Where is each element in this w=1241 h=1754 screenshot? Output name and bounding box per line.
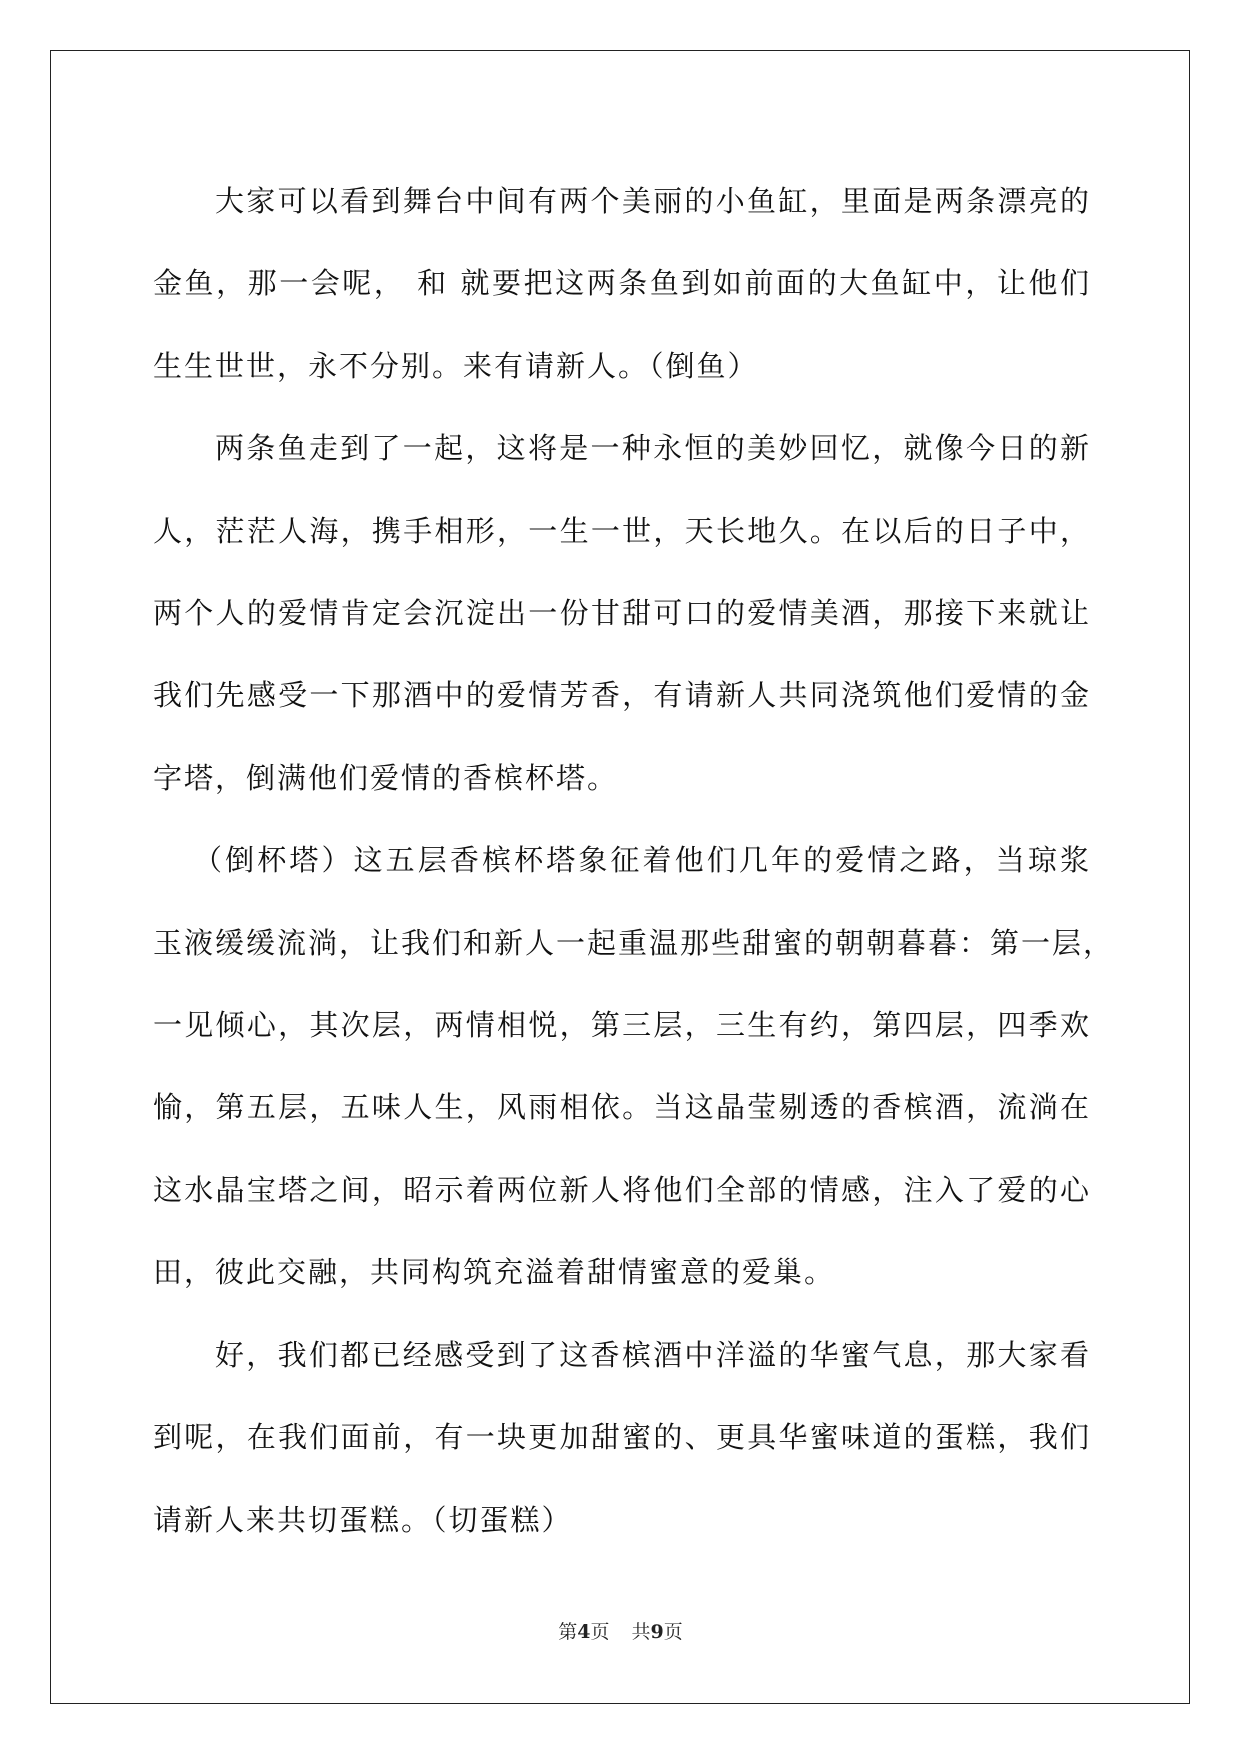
text-line: 到呢，在我们面前，有一块更加甜蜜的、更具华蜜味道的蛋糕，我们	[153, 1420, 1091, 1455]
page-prefix: 第	[558, 1621, 578, 1643]
document-body	[153, 160, 1115, 1561]
paragraph-3	[153, 819, 1115, 1313]
paragraph-2	[153, 407, 1091, 819]
paragraph-1	[153, 160, 1091, 407]
text-line: （倒杯塔）这五层香槟杯塔象征着他们几年的爱情之路，当琼浆	[193, 843, 1091, 878]
text-line: 两条鱼走到了一起，这将是一种永恒的美妙回忆，就像今日的新	[215, 431, 1091, 466]
text-line: 我们先感受一下那酒中的爱情芳香，有请新人共同浇筑他们爱情的金	[153, 678, 1091, 713]
text-line: 人，茫茫人海，携手相形，一生一世，天长地久。在以后的日子中，	[153, 513, 1091, 548]
text-line: 生生世世，永不分别。来有请新人。（倒鱼）	[153, 348, 759, 383]
page-suffix: 页	[590, 1621, 610, 1643]
text-line: 玉液缓缓流淌，让我们和新人一起重温那些甜蜜的朝朝暮暮：第一层，	[153, 925, 1115, 960]
total-prefix: 共	[631, 1621, 651, 1643]
page-footer	[0, 1617, 1241, 1644]
text-line: 一见倾心，其次层，两情相悦，第三层，三生有约，第四层，四季欢	[153, 1008, 1091, 1043]
text-line: 金鱼，那一会呢， 和 就要把这两条鱼到如前面的大鱼缸中，让他们	[153, 266, 1091, 301]
text-line: 这水晶宝塔之间，昭示着两位新人将他们全部的情感，注入了爱的心	[153, 1172, 1091, 1207]
text-line: 大家可以看到舞台中间有两个美丽的小鱼缸，里面是两条漂亮的	[215, 184, 1091, 218]
text-line: 好，我们都已经感受到了这香槟酒中洋溢的华蜜气息，那大家看	[215, 1337, 1091, 1372]
paragraph-4	[153, 1314, 1091, 1561]
total-pages: 9	[650, 1621, 664, 1643]
text-line: 两个人的爱情肯定会沉淀出一份甘甜可口的爱情美酒，那接下来就让	[153, 596, 1091, 631]
text-line: 愉，第五层，五味人生，风雨相依。当这晶莹剔透的香槟酒，流淌在	[153, 1090, 1091, 1125]
text-line: 请新人来共切蛋糕。（切蛋糕）	[153, 1502, 573, 1537]
text-line: 田，彼此交融，共同构筑充溢着甜情蜜意的爱巢。	[153, 1255, 836, 1290]
total-suffix: 页	[663, 1621, 683, 1643]
page-number: 4	[577, 1621, 591, 1643]
text-line: 字塔，倒满他们爱情的香槟杯塔。	[153, 760, 619, 795]
